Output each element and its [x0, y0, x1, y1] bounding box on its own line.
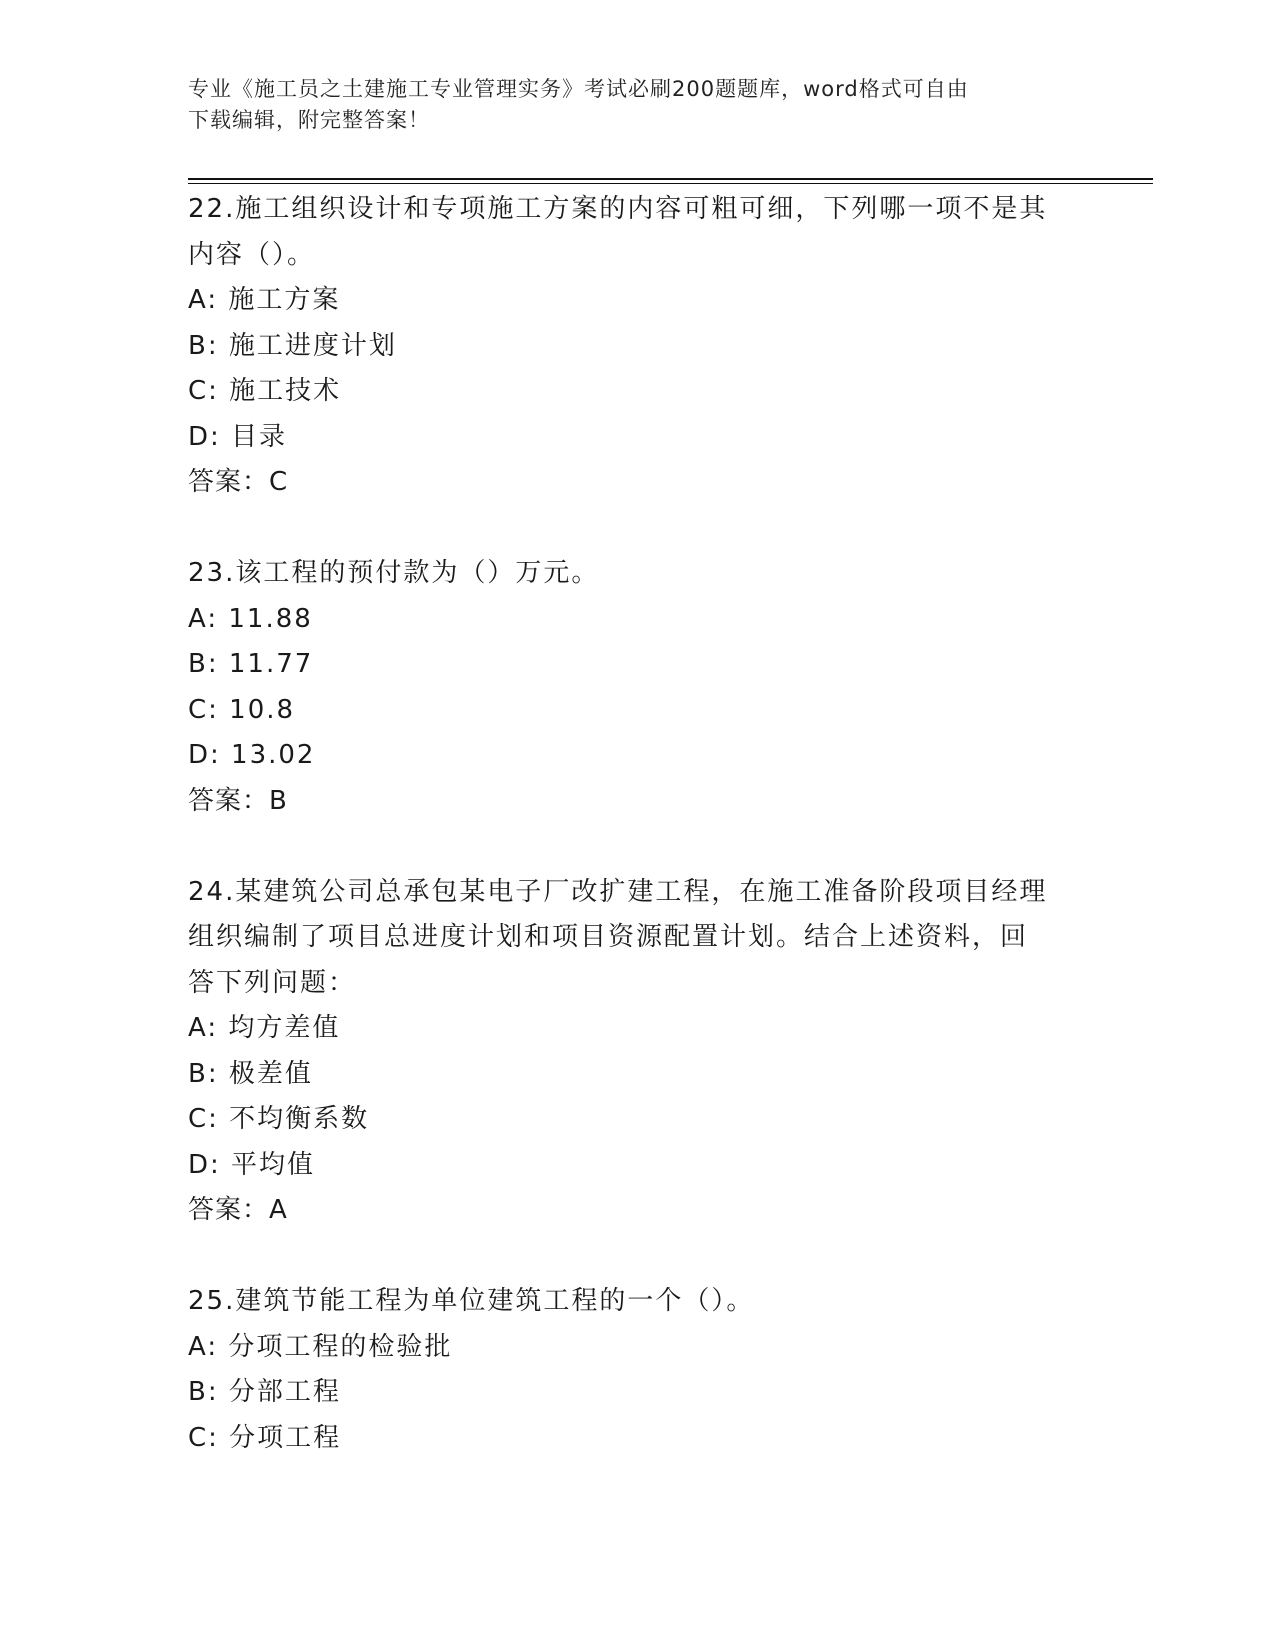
option-a: A: 分项工程的检验批: [188, 1331, 453, 1362]
option-b: B: 11.77: [188, 649, 314, 679]
question-stem-line: 25.建筑节能工程为单位建筑工程的一个（）。: [188, 1286, 755, 1316]
option-c: C: 施工技术: [188, 376, 342, 406]
question-stem-line: 24.某建筑公司总承包某电子厂改扩建工程，在施工准备阶段项目经理: [188, 876, 1048, 907]
option-d: D: 13.02: [188, 740, 316, 770]
answer-line: 答案：A: [188, 1195, 288, 1225]
question-22: [188, 187, 1088, 506]
option-a: A: 施工方案: [188, 285, 341, 315]
question-24: [188, 870, 1088, 1234]
option-b: B: 施工进度计划: [188, 330, 397, 361]
spacer: [188, 824, 1088, 870]
option-d: D: 平均值: [188, 1149, 316, 1180]
header-divider-thick: [188, 178, 1153, 180]
spacer: [188, 1234, 1088, 1280]
question-23: [188, 551, 1088, 824]
question-stem-line: 23.该工程的预付款为（）万元。: [188, 558, 600, 588]
option-c: C: 分项工程: [188, 1422, 342, 1453]
option-b: B: 极差值: [188, 1058, 313, 1089]
header-line-1: 专业《施工员之土建施工专业管理实务》考试必刷200题题库，word格式可自由: [188, 77, 969, 101]
question-list: [188, 187, 1088, 1461]
option-a: A: 11.88: [188, 603, 313, 634]
question-stem-line: 内容（）。: [188, 239, 316, 270]
question-stem-line: 答下列问题：: [188, 967, 357, 998]
header-line-2: 下载编辑，附完整答案！: [188, 108, 430, 132]
option-b: B: 分部工程: [188, 1377, 341, 1407]
spacer: [188, 506, 1088, 552]
question-25: [188, 1279, 1088, 1461]
answer-line: 答案：C: [188, 467, 289, 497]
option-d: D: 目录: [188, 421, 288, 452]
option-a: A: 均方差值: [188, 1013, 341, 1043]
option-c: C: 不均衡系数: [188, 1104, 370, 1134]
option-c: C: 10.8: [188, 694, 296, 725]
answer-line: 答案：B: [188, 785, 288, 816]
question-stem-line: 22.施工组织设计和专项施工方案的内容可粗可细，下列哪一项不是其: [188, 194, 1048, 224]
document-header: [188, 74, 1068, 136]
header-divider-thin: [188, 183, 1153, 184]
question-stem-line: 组织编制了项目总进度计划和项目资源配置计划。结合上述资料，回: [188, 922, 1029, 952]
